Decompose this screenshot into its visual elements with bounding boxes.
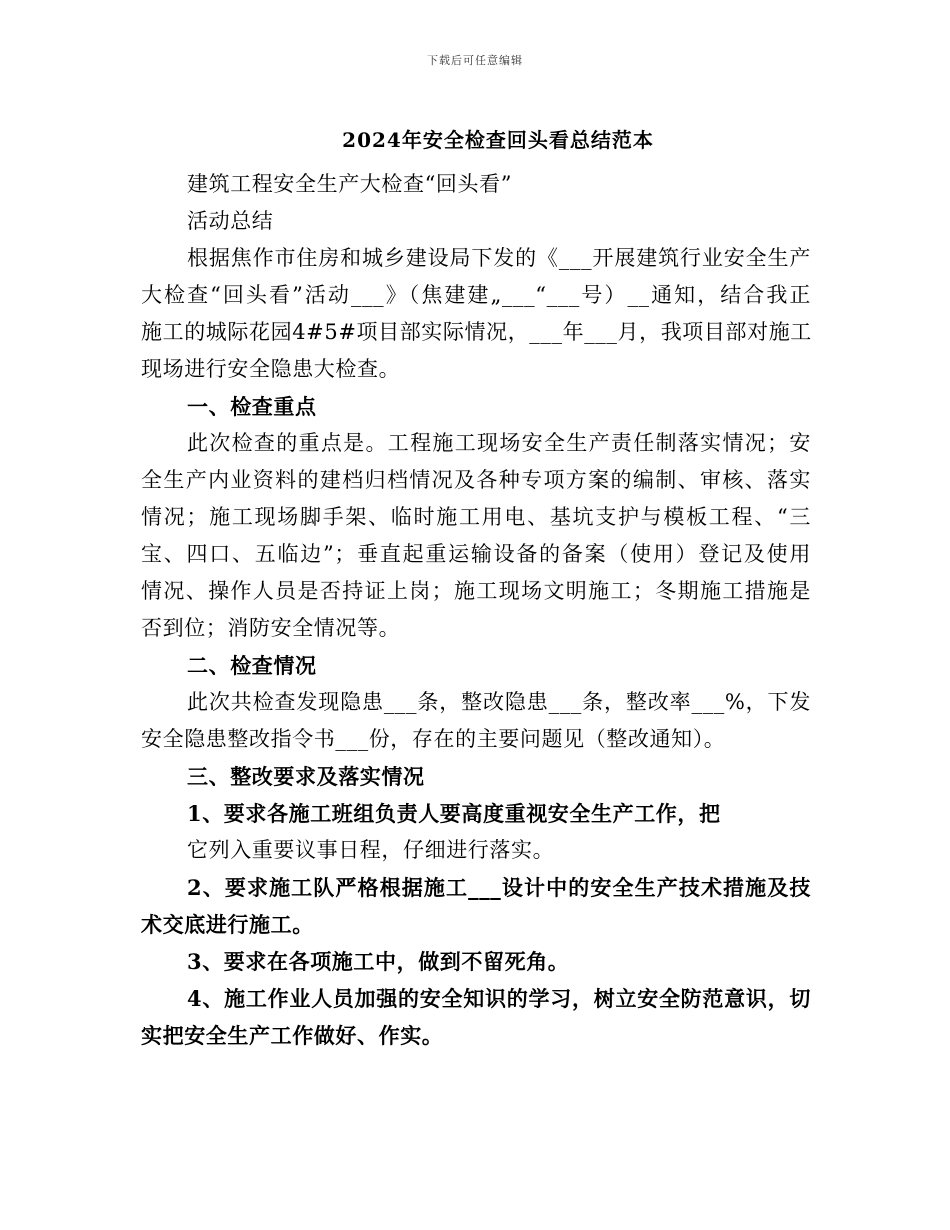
header-note: 下载后可任意编辑 — [427, 54, 523, 67]
paragraph-line: 情况、操作人员是否持证上岗；施工现场文明施工；冬期施工措施是 — [141, 579, 811, 603]
paragraph-line: 此次共检查发现隐患___条，整改隐患___条，整改率___%，下发 — [187, 690, 811, 714]
section-heading-line: 4、施工作业人员加强的安全知识的学习，树立安全防范意识，切 — [187, 986, 811, 1011]
paragraph-line: 根据焦作市住房和城乡建设局下发的《___开展建筑行业安全生产 — [187, 246, 811, 270]
paragraph-line: 安全隐患整改指令书___份，存在的主要问题见（整改通知）。 — [141, 727, 726, 751]
section-heading-line: 2、要求施工队严格根据施工___设计中的安全生产技术措施及技 — [187, 875, 811, 900]
paragraph-line: 情况；施工现场脚手架、临时施工用电、基坑支护与模板工程、“三 — [141, 505, 811, 529]
paragraph-line: 施工的城际花园4#5#项目部实际情况，___年___月，我项目部对施工 — [141, 320, 812, 344]
paragraph-line: 宝、四口、五临边”；垂直起重运输设备的备案（使用）登记及使用 — [141, 542, 811, 566]
paragraph-line: 它列入重要议事日程，仔细进行落实。 — [187, 838, 555, 862]
paragraph-line: 大检查“回头看”活动___》（焦建建„___“___号）__通知，结合我正 — [141, 283, 811, 307]
paragraph-line: 全生产内业资料的建档归档情况及各种专项方案的编制、审核、落实 — [141, 468, 811, 492]
paragraph-line: 此次检查的重点是。工程施工现场安全生产责任制落实情况；安 — [187, 431, 811, 455]
section-heading-line: 1、要求各施工班组负责人要高度重视安全生产工作，把 — [187, 801, 721, 826]
section-heading-line: 二、检查情况 — [187, 653, 317, 678]
paragraph-line: 现场进行安全隐患大检查。 — [141, 357, 401, 381]
section-heading-line: 三、整改要求及落实情况 — [187, 764, 425, 789]
paragraph-line: 活动总结 — [187, 209, 274, 233]
paragraph-line: 建筑工程安全生产大检查“回头看” — [187, 172, 513, 196]
section-heading-line: 术交底进行施工。 — [141, 912, 314, 937]
document-body — [141, 166, 811, 1054]
document-title: 2024年安全检查回头看总结范本 — [342, 128, 654, 152]
paragraph-line: 否到位；消防安全情况等。 — [141, 616, 401, 640]
section-heading-line: 实把安全生产工作做好、作实。 — [141, 1023, 444, 1048]
section-heading-line: 3、要求在各项施工中，做到不留死角。 — [187, 949, 570, 974]
section-heading-line: 一、检查重点 — [187, 394, 317, 419]
